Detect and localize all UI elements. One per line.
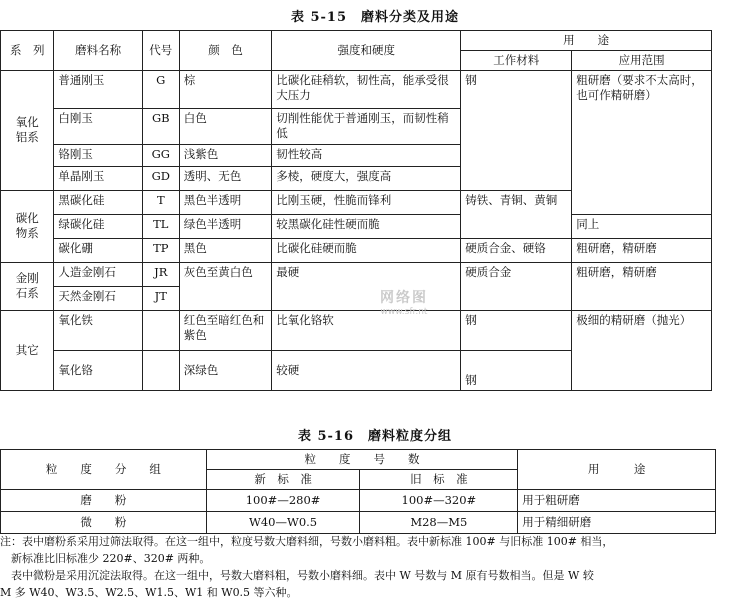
notes [0,533,740,601]
row-name: 人造金刚石 [54,262,142,286]
header-old: 旧 标 准 [360,469,518,489]
row-strength: 比氧化铬软 [272,310,461,350]
row-name: 氧化铁 [54,310,142,350]
header-series: 系 列 [1,31,54,71]
table1-title: 表 5-15 磨料分类及用途 [290,10,460,25]
usage-carbide-scope: 同上 [572,214,712,238]
row-color: 棕 [179,70,271,108]
row-code [142,310,179,350]
row-group: 磨 粉 [1,489,207,511]
group-alumina: 氧化 铝系 [1,70,54,190]
row-name: 普通刚玉 [54,70,142,108]
group-carbide: 碳化 物系 [1,190,54,262]
watermark [380,290,428,318]
watermark-line1: 网络图 [380,290,428,306]
row-code: GD [142,166,179,190]
row-code: JT [142,286,179,310]
usage-boron-scope: 粗研磨，精研磨 [572,238,712,262]
header-usage: 用 途 [461,31,712,51]
note-line: M 多 W40、W3.5、W2.5、W1.5、W1 和 W0.5 等六种。 [0,586,298,600]
row-color: 白色 [179,108,271,144]
row-name: 单晶刚玉 [54,166,142,190]
usage-other-scope: 极细的精研磨（抛光） [572,310,712,390]
header-usage: 用 途 [518,450,716,490]
row-color: 深绿色 [179,350,271,390]
usage-alumina-scope: 粗研磨（要求不太高时，也可作精研磨） [572,70,712,214]
row-code: GG [142,144,179,166]
usage-alumina-material: 钢 [461,70,572,190]
usage-diamond-material: 硬质合金 [461,262,572,310]
group-other: 其它 [1,310,54,390]
row-code: TP [142,238,179,262]
row-code: GB [142,108,179,144]
row-strength: 比碳化硅稍软，韧性高，能承受很大压力 [272,70,461,108]
row-usage: 用于精细研磨 [518,511,716,533]
group-diamond: 金刚 石系 [1,262,54,310]
abrasive-classification-table [0,30,712,391]
row-name: 铬刚玉 [54,144,142,166]
usage-boron-material: 硬质合金、硬铬 [461,238,572,262]
row-name: 氧化铬 [54,350,142,390]
header-name: 磨料名称 [54,31,142,71]
row-strength: 较黑碳化硅性硬而脆 [272,214,461,238]
row-group: 微 粉 [1,511,207,533]
row-strength: 切削性能优于普通刚玉，而韧性稍低 [272,108,461,144]
row-name: 天然金刚石 [54,286,142,310]
row-code [142,350,179,390]
header-color: 颜 色 [179,31,271,71]
row-color: 红色至暗红色和紫色 [179,310,271,350]
usage-chrome-oxide-material: 钢 [461,350,572,390]
header-material: 工作材料 [461,50,572,70]
row-new: 100#—280# [206,489,360,511]
usage-iron-oxide-material: 钢 [461,310,572,350]
row-color: 绿色半透明 [179,214,271,238]
header-strength: 强度和硬度 [272,31,461,71]
row-strength: 较硬 [272,350,461,390]
row-strength: 比碳化硅硬而脆 [272,238,461,262]
row-code: G [142,70,179,108]
row-old: 100#—320# [360,489,518,511]
row-usage: 用于粗研磨 [518,489,716,511]
usage-diamond-scope: 粗研磨，精研磨 [572,262,712,310]
header-scope: 应用范围 [572,50,712,70]
row-strength: 最硬 [272,262,461,310]
row-strength: 比刚玉硬，性脆而锋利 [272,190,461,214]
row-code: T [142,190,179,214]
watermark-line2: www.sfr.nt [380,306,428,317]
row-name: 白刚玉 [54,108,142,144]
note-line: 注：表中磨粉系采用过筛法取得。在这一组中，粒度号数大磨料细，号数小磨料粗。表中新标准 100# 与旧标准 100# 相当， [0,535,614,548]
header-new: 新 标 准 [206,469,360,489]
row-name: 碳化硼 [54,238,142,262]
header-number: 粒 度 号 数 [206,450,518,470]
row-old: M28—M5 [360,511,518,533]
row-color: 黑色半透明 [179,190,271,214]
row-name: 黑碳化硅 [54,190,142,214]
table2-title: 表 5-16 磨料粒度分组 [297,429,453,444]
grain-size-table [0,449,716,534]
row-name: 绿碳化硅 [54,214,142,238]
row-strength: 多棱，硬度大，强度高 [272,166,461,190]
usage-carbide-material: 铸铁、青铜、黄铜 [461,190,572,238]
row-color: 浅紫色 [179,144,271,166]
row-code: JR [142,262,179,286]
row-new: W40—W0.5 [206,511,360,533]
row-color: 黑色 [179,238,271,262]
header-code: 代号 [142,31,179,71]
row-color: 灰色至黄白色 [179,262,271,310]
note-line: 表中微粉是采用沉淀法取得。在这一组中，号数大磨料粗，号数小磨料细。表中 W 号数与 M 原有号数相当。但是 W 较 [0,569,594,583]
note-line: 新标准比旧标准少 220#、320# 两种。 [0,552,211,566]
row-strength: 韧性较高 [272,144,461,166]
row-color: 透明、无色 [179,166,271,190]
row-code: TL [142,214,179,238]
header-group: 粒 度 分 组 [1,450,207,490]
